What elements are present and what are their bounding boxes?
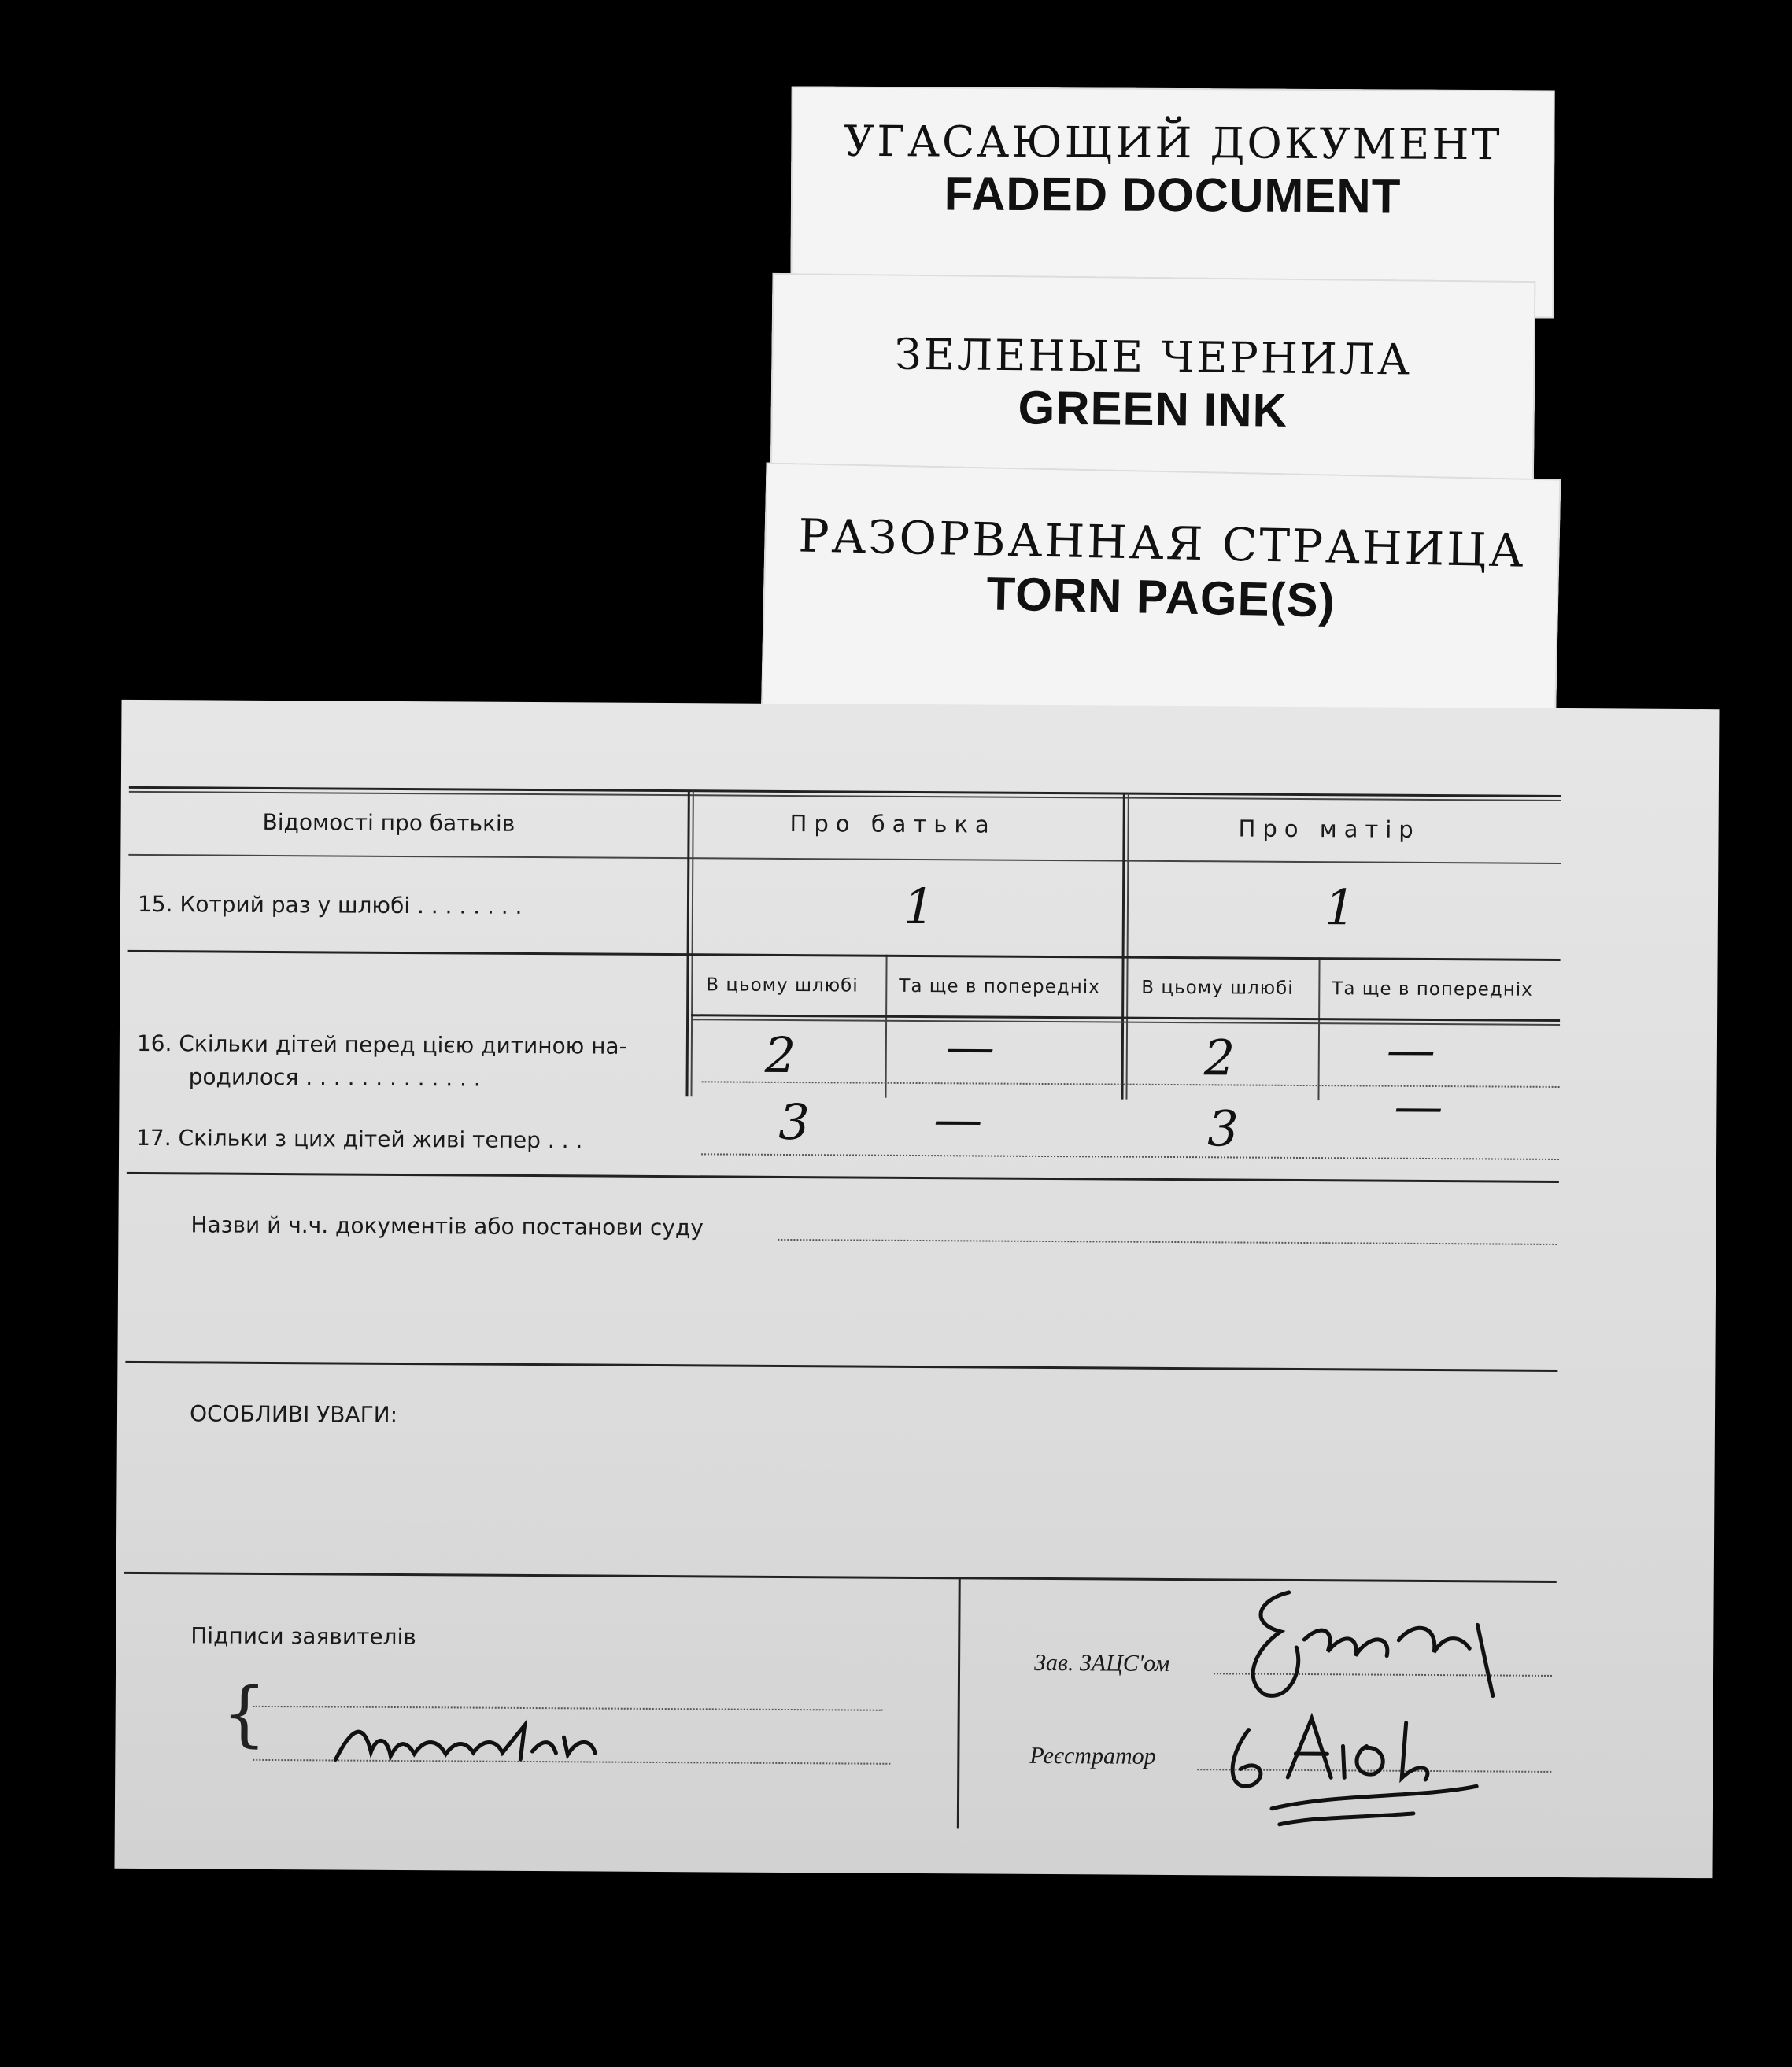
remarks-label: ОСОБЛИВІ УВАГИ: — [189, 1400, 398, 1428]
head-label: Зав. ЗАЦС'ом — [1034, 1649, 1170, 1677]
torn-page-label — [761, 462, 1561, 738]
rule — [127, 1172, 1559, 1183]
documents-label: Назви й ч.ч. документів або постанови суду — [190, 1211, 704, 1241]
bleed-through-text — [1260, 1195, 1266, 1218]
dotted-rule — [701, 1153, 1559, 1160]
subheader-father-prev: Та ще в попередніх — [899, 975, 1100, 998]
signatures-label: Підписи заявителів — [190, 1622, 416, 1651]
col-divider — [957, 1577, 961, 1828]
col-divider — [885, 955, 887, 1098]
rule — [128, 854, 1561, 864]
col-divider — [1121, 794, 1125, 1100]
signature-brace: { — [221, 1672, 268, 1755]
torn-label-en: TORN PAGE(S) — [985, 567, 1336, 627]
col-divider — [1125, 794, 1129, 1100]
birth-record-form — [114, 700, 1719, 1878]
subheader-mother-this: В цьому шлюбі — [1141, 977, 1294, 999]
rule — [125, 1361, 1557, 1372]
row15-father-value: 1 — [903, 877, 935, 936]
row15-mother-value: 1 — [1324, 878, 1356, 937]
row17-mother-this: 3 — [1207, 1100, 1239, 1158]
subheader-mother-prev: Та ще в попередніх — [1332, 978, 1533, 1000]
faded-label-ru: УГАСАЮЩИЙ ДОКУМЕНТ — [844, 116, 1502, 170]
col-divider — [685, 791, 689, 1096]
green-ink-label-ru: ЗЕЛЕНЫЕ ЧЕРНИЛА — [894, 329, 1413, 385]
header-mother: Про матір — [1238, 815, 1421, 843]
row17-father-this: 3 — [778, 1093, 810, 1152]
header-father: Про батька — [789, 810, 996, 838]
row16-label-line2: родилося . . . . . . . . . . . . . — [188, 1063, 481, 1092]
registrar-label: Реєстратор — [1029, 1742, 1156, 1769]
subheader-father-this: В цьому шлюбі — [706, 974, 859, 997]
row17-mother-prev: — — [1394, 1077, 1443, 1136]
applicant-signature — [327, 1704, 659, 1777]
row17-father-prev: — — [933, 1090, 983, 1148]
col-divider — [1317, 957, 1320, 1100]
green-ink-label-en: GREEN INK — [1018, 381, 1288, 437]
header-parents-info: Відомості про батьків — [262, 808, 515, 837]
col-divider — [690, 791, 693, 1096]
row15-label: 15. Котрий раз у шлюбі . . . . . . . . — [137, 890, 523, 919]
row16-father-prev: — — [945, 1018, 996, 1076]
row16-mother-prev: — — [1386, 1020, 1436, 1079]
rule — [128, 950, 1561, 961]
registrar-signature — [1217, 1698, 1556, 1842]
row16-label-line1: 16. Скільки дітей перед цією дитиною на- — [136, 1030, 627, 1059]
row16-mother-this: 2 — [1203, 1029, 1236, 1087]
row16-father-this: 2 — [764, 1026, 796, 1085]
dotted-rule — [778, 1239, 1557, 1245]
torn-label-ru: РАЗОРВАННАЯ СТРАНИЦА — [797, 508, 1527, 578]
row17-label: 17. Скільки з цих дітей живі тепер . . . — [136, 1124, 583, 1154]
faded-label-en: FADED DOCUMENT — [944, 167, 1402, 223]
